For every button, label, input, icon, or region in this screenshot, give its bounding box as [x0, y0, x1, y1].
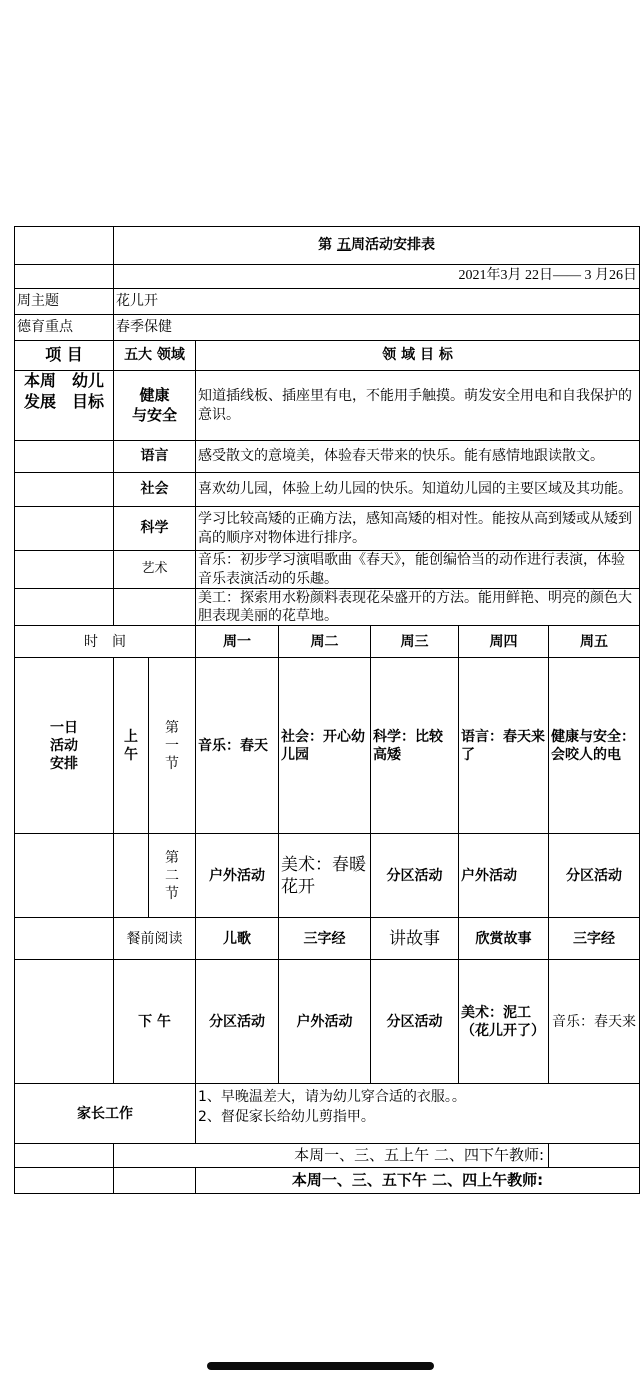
- parent-work-items: [196, 1084, 640, 1144]
- activity-cell: 美术：春暖花开: [279, 834, 371, 918]
- activity-cell: 户外活动: [196, 834, 279, 918]
- theme-value: 花儿开: [114, 289, 640, 315]
- moral-label: 德育重点: [15, 315, 114, 341]
- date-range: 2021年3月 22日—— 3 月26日: [114, 265, 640, 289]
- activity-cell: 欣赏故事: [459, 918, 549, 960]
- activity-cell: 社会：开心幼儿园: [279, 658, 371, 834]
- domain-name: 语言: [114, 441, 196, 473]
- domain-name: 健康 与安全: [114, 371, 196, 441]
- home-indicator[interactable]: [207, 1362, 434, 1370]
- teacher-row-1: 本周一、三、五上午 二、四下午教师:: [114, 1144, 549, 1168]
- activity-cell: 三字经: [279, 918, 371, 960]
- domain-goal: 感受散文的意境美，体验春天带来的快乐。能有感情地跟读散文。: [196, 441, 640, 473]
- domain-goal: 喜欢幼儿园，体验上幼儿园的快乐。知道幼儿园的主要区域及其功能。: [196, 473, 640, 507]
- activity-cell: 音乐：春天: [196, 658, 279, 834]
- morning-label: 上午: [114, 658, 149, 834]
- blank-cell: [15, 551, 114, 589]
- blank-cell: [15, 1144, 114, 1168]
- blank-cell: [15, 441, 114, 473]
- domain-goal: 知道插线板、插座里有电，不能用手触摸。萌发安全用电和自我保护的意识。: [196, 371, 640, 441]
- blank-cell: [15, 473, 114, 507]
- blank-cell: [114, 1168, 196, 1194]
- activity-cell: 健康与安全：会咬人的电: [549, 658, 640, 834]
- section1-label: 第一节: [149, 658, 196, 834]
- activity-cell: 音乐：春天来: [549, 960, 640, 1084]
- teacher-row-2: 本周一、三、五下午 二、四上午教师:: [196, 1168, 640, 1194]
- page-title: 第 五周活动安排表: [114, 227, 640, 265]
- activity-cell: 分区活动: [371, 834, 459, 918]
- domain-name: [114, 589, 196, 626]
- activity-cell: 分区活动: [549, 834, 640, 918]
- section2-label: 第二节: [149, 834, 196, 918]
- activity-cell: 分区活动: [196, 960, 279, 1084]
- blank-cell: [15, 507, 114, 551]
- header-item: 项 目: [15, 341, 114, 371]
- theme-label: 周主题: [15, 289, 114, 315]
- activity-cell: 语言：春天来了: [459, 658, 549, 834]
- blank-cell: [15, 1168, 114, 1194]
- day-header: 周五: [549, 626, 640, 658]
- header-domains: 五大 领域: [114, 341, 196, 371]
- activity-cell: 三字经: [549, 918, 640, 960]
- activity-cell: 美术：泥工（花儿开了）: [459, 960, 549, 1084]
- blank-cell: [15, 918, 114, 960]
- blank-cell: [114, 834, 149, 918]
- day-header: 周二: [279, 626, 371, 658]
- blank-cell: [15, 960, 114, 1084]
- activity-cell: 讲故事: [371, 918, 459, 960]
- day-activities-label: 一日活动安排: [15, 658, 114, 834]
- afternoon-label: 下 午: [114, 960, 196, 1084]
- activity-cell: 科学：比较高矮: [371, 658, 459, 834]
- domain-goal: 美工：探索用水粉颜料表现花朵盛开的方法。能用鲜艳、明亮的颜色大胆表现美丽的花草地。: [196, 589, 640, 626]
- blank-cell: [15, 834, 114, 918]
- day-header: 周三: [371, 626, 459, 658]
- blank-cell: [549, 1144, 640, 1168]
- weekly-plan-table: [14, 226, 640, 1194]
- day-header: 周四: [459, 626, 549, 658]
- activity-cell: 儿歌: [196, 918, 279, 960]
- domain-goal: 音乐：初步学习演唱歌曲《春天》，能创编恰当的动作进行表演，体验音乐表演活动的乐趣。: [196, 551, 640, 589]
- activity-cell: 户外活动: [459, 834, 549, 918]
- domain-goal: 学习比较高矮的正确方法，感知高矮的相对性。能按从高到矮或从矮到高的顺序对物体进行排序。: [196, 507, 640, 551]
- domain-name: 科学: [114, 507, 196, 551]
- header-goals: 领 域 目 标: [196, 341, 640, 371]
- domain-name: 社会: [114, 473, 196, 507]
- parent-work-item: 1、早晚温差大，请为幼儿穿合适的衣服。。: [198, 1089, 466, 1106]
- blank-cell: [15, 227, 114, 265]
- domain-name: 艺术: [114, 551, 196, 589]
- parent-work-item: 2、督促家长给幼儿剪指甲。: [198, 1108, 375, 1125]
- activity-cell: 户外活动: [279, 960, 371, 1084]
- moral-value: 春季保健: [114, 315, 640, 341]
- reading-label: 餐前阅读: [114, 918, 196, 960]
- blank-cell: [15, 589, 114, 626]
- time-label: 时 间: [15, 626, 196, 658]
- blank-cell: [15, 265, 114, 289]
- activity-cell: 分区活动: [371, 960, 459, 1084]
- dev-goals-label: 本周 幼儿发展 目标: [15, 371, 114, 441]
- parent-work-label: 家长工作: [15, 1084, 196, 1144]
- day-header: 周一: [196, 626, 279, 658]
